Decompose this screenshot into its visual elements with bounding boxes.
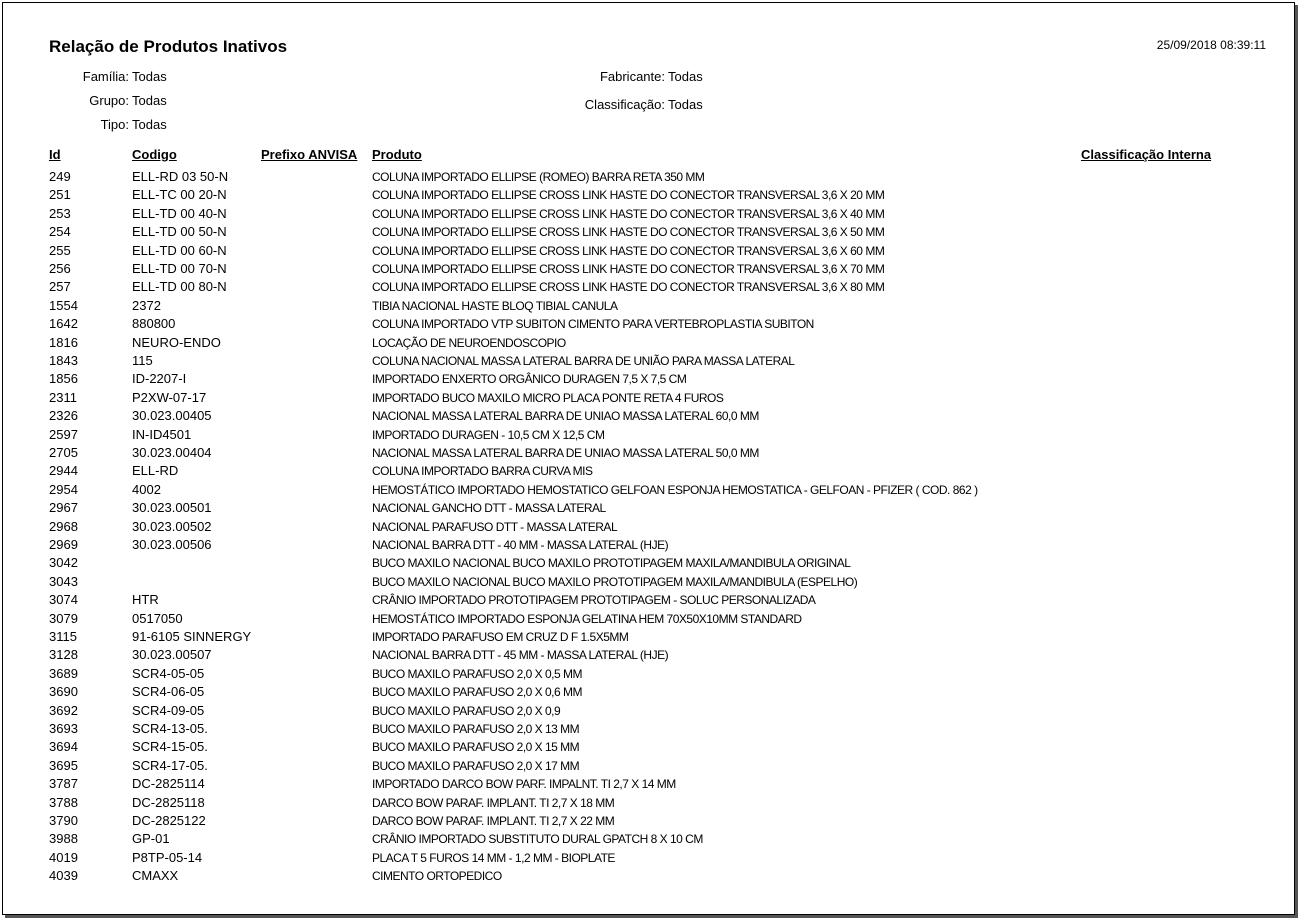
cell-produto: COLUNA IMPORTADO ELLIPSE CROSS LINK HASTE DO CONECTOR TRANSVERSAL 3,6 X 20 MM [372,188,885,203]
cell-produto: COLUNA IMPORTADO ELLIPSE CROSS LINK HASTE DO CONECTOR TRANSVERSAL 3,6 X 40 MM [372,206,885,221]
cell-codigo: SCR4-05-05 [132,665,205,681]
filter-tipo-label: Tipo: [100,117,129,132]
table-row [3,243,1283,261]
cell-codigo: DC-2825114 [132,776,205,792]
cell-codigo: 30.023.00507 [132,647,212,663]
cell-codigo: 30.023.00404 [132,445,212,460]
cell-id: 3074 [49,592,78,608]
cell-id: 3788 [49,794,78,810]
report-page [2,2,1295,915]
table-row [3,427,1283,445]
column-header-produto: Produto [372,147,422,162]
cell-id: 3695 [49,757,78,773]
cell-id: 1554 [49,297,78,313]
cell-produto: HEMOSTÁTICO IMPORTADO HEMOSTATICO GELFOAN ESPONJA HEMOSTATICA - GELFOAN - PFIZER ( COD. 862 ) [372,482,978,497]
cell-produto: IMPORTADO PARAFUSO EM CRUZ D F 1.5X5MM [372,630,629,644]
column-header-classificacao-interna: Classificação Interna [1081,147,1212,162]
cell-id: 254 [49,224,71,240]
cell-produto: BUCO MAXILO PARAFUSO 2,0 X 17 MM [372,758,580,773]
cell-id: 3042 [49,555,78,571]
cell-produto: COLUNA IMPORTADO VTP SUBITON CIMENTO PARA VERTEBROPLASTIA SUBITON [372,317,814,332]
cell-id: 253 [49,205,71,221]
cell-id: 1856 [49,371,78,387]
table-row [3,463,1283,481]
table-row [3,371,1283,389]
cell-codigo: ELL-TD 00 40-N [132,205,227,221]
cell-codigo: DC-2825118 [132,794,205,810]
cell-produto: CRÂNIO IMPORTADO PROTOTIPAGEM PROTOTIPAGEM - SOLUC PERSONALIZADA [372,593,816,608]
cell-id: 1816 [49,334,78,350]
cell-id: 3043 [49,573,78,589]
table-row [3,261,1283,279]
table-row [3,758,1283,776]
table-row [3,868,1283,886]
cell-id: 2326 [49,408,78,424]
table-row [3,721,1283,739]
cell-codigo: ELL-RD 03 50-N [132,169,229,184]
cell-codigo: ELL-TD 00 80-N [132,279,227,295]
table-row [3,335,1283,353]
cell-codigo: ELL-TD 00 60-N [132,242,227,258]
cell-codigo: 30.023.00405 [132,408,212,424]
cell-codigo: ELL-TD 00 70-N [132,261,227,276]
cell-produto: COLUNA IMPORTADO ELLIPSE CROSS LINK HASTE DO CONECTOR TRANSVERSAL 3,6 X 50 MM [372,225,885,240]
filter-tipo-value: Todas [132,117,167,132]
cell-codigo: 880800 [132,316,176,332]
report-title: Relação de Produtos Inativos [49,37,288,56]
cell-codigo: SCR4-13-05. [132,721,208,736]
table-row [3,592,1283,610]
table-row [3,224,1283,242]
cell-codigo: P8TP-05-14 [132,849,203,865]
cell-codigo: SCR4-15-05. [132,739,208,755]
cell-id: 3692 [49,702,78,718]
table-row [3,684,1283,702]
table-row [3,537,1283,555]
cell-produto: DARCO BOW PARAF. IMPLANT. TI 2,7 X 18 MM [372,795,615,810]
table-row [3,703,1283,721]
cell-id: 257 [49,279,71,295]
cell-id: 2705 [49,445,78,460]
table-row [3,647,1283,665]
filter-fabricante-label: Fabricante: [599,69,665,84]
cell-codigo: 30.023.00506 [132,537,212,552]
cell-id: 1843 [49,353,78,368]
filter-familia-label: Família: [82,69,129,84]
cell-produto: LOCAÇÃO DE NEUROENDOSCOPIO [372,335,566,350]
cell-produto: TIBIA NACIONAL HASTE BLOQ TIBIAL CANULA [372,298,618,313]
cell-codigo: P2XW-07-17 [132,389,207,405]
cell-id: 2969 [49,537,78,552]
cell-id: 3988 [49,831,78,847]
cell-id: 3079 [49,610,78,626]
cell-produto: COLUNA IMPORTADO BARRA CURVA MIS [372,464,593,479]
cell-produto: CRÂNIO IMPORTADO SUBSTITUTO DURAL GPATCH 8 X 10 CM [372,832,703,847]
table-row [3,279,1283,297]
report-datetime: 25/09/2018 08:39:11 [1156,38,1266,52]
cell-produto: CIMENTO ORTOPEDICO [372,869,502,884]
table-row [3,739,1283,757]
cell-produto: IMPORTADO ENXERTO ORGÂNICO DURAGEN 7,5 X 7,5 CM [372,372,687,387]
table-row [3,390,1283,408]
cell-id: 2311 [49,389,77,405]
cell-produto: COLUNA IMPORTADO ELLIPSE CROSS LINK HASTE DO CONECTOR TRANSVERSAL 3,6 X 60 MM [372,243,885,258]
cell-produto: PLACA T 5 FUROS 14 MM - 1,2 MM - BIOPLATE [372,850,615,865]
cell-id: 2597 [49,426,78,442]
cell-produto: NACIONAL MASSA LATERAL BARRA DE UNIAO MASSA LATERAL 50,0 MM [372,446,759,460]
cell-codigo: 115 [132,353,153,368]
cell-id: 3790 [49,813,78,828]
cell-produto: BUCO MAXILO PARAFUSO 2,0 X 15 MM [372,740,580,755]
filter-fabricante-value: Todas [668,69,703,84]
cell-produto: NACIONAL BARRA DTT - 45 MM - MASSA LATERAL (HJE) [372,648,669,663]
cell-produto: NACIONAL PARAFUSO DTT - MASSA LATERAL [372,519,618,534]
filter-classificacao-value: Todas [668,97,703,112]
cell-id: 256 [49,261,71,276]
cell-id: 249 [49,169,71,184]
cell-id: 2954 [49,481,78,497]
cell-id: 3128 [49,647,78,663]
table-row [3,169,1283,187]
cell-codigo: 4002 [132,481,161,497]
cell-codigo: ELL-TC 00 20-N [132,187,227,203]
table-row [3,574,1283,592]
cell-id: 3115 [49,629,77,644]
cell-id: 255 [49,242,71,258]
table-row [3,795,1283,813]
cell-produto: BUCO MAXILO NACIONAL BUCO MAXILO PROTOTIPAGEM MAXILA/MANDIBULA (ESPELHO) [372,574,858,589]
cell-id: 1642 [49,316,78,332]
cell-id: 4019 [49,849,78,865]
cell-id: 3694 [49,739,78,755]
cell-id: 3693 [49,721,78,736]
cell-id: 2967 [49,500,78,516]
cell-produto: NACIONAL BARRA DTT - 40 MM - MASSA LATERAL (HJE) [372,538,669,552]
table-row [3,298,1283,316]
cell-produto: BUCO MAXILO PARAFUSO 2,0 X 13 MM [372,722,580,736]
cell-id: 3787 [49,776,78,792]
cell-id: 2968 [49,518,78,534]
cell-id: 2944 [49,463,78,479]
table-row [3,666,1283,684]
cell-codigo: ID-2207-I [132,371,187,387]
table-row [3,500,1283,518]
cell-codigo: GP-01 [132,831,170,847]
table-row [3,611,1283,629]
filter-grupo-value: Todas [132,93,167,108]
table-row [3,629,1283,647]
cell-codigo: 2372 [132,297,161,313]
cell-codigo: CMAXX [132,868,179,884]
cell-id: 4039 [49,868,78,884]
cell-codigo: 91-6105 SINNERGY [132,629,252,644]
table-row [3,206,1283,224]
cell-produto: BUCO MAXILO NACIONAL BUCO MAXILO PROTOTIPAGEM MAXILA/MANDIBULA ORIGINAL [372,556,851,571]
table-row [3,445,1283,463]
cell-id: 3689 [49,665,78,681]
cell-codigo: IN-ID4501 [132,426,192,442]
cell-codigo: 0517050 [132,610,183,626]
cell-produto: BUCO MAXILO PARAFUSO 2,0 X 0,6 MM [372,685,582,700]
table-row [3,831,1283,849]
cell-id: 3690 [49,684,78,700]
table-row [3,850,1283,868]
table-row [3,316,1283,334]
column-header-codigo: Codigo [132,147,177,162]
cell-codigo: NEURO-ENDO [132,334,221,350]
cell-produto: IMPORTADO BUCO MAXILO MICRO PLACA PONTE RETA 4 FUROS [372,390,724,405]
cell-produto: NACIONAL MASSA LATERAL BARRA DE UNIAO MASSA LATERAL 60,0 MM [372,409,759,424]
table-row [3,519,1283,537]
cell-codigo: SCR4-06-05 [132,684,205,700]
cell-produto: BUCO MAXILO PARAFUSO 2,0 X 0,5 MM [372,666,582,681]
filter-grupo-label: Grupo: [89,93,129,108]
cell-produto: HEMOSTÁTICO IMPORTADO ESPONJA GELATINA HEM 70X50X10MM STANDARD [372,611,802,626]
cell-id: 251 [49,187,71,203]
cell-produto: BUCO MAXILO PARAFUSO 2,0 X 0,9 [372,703,561,718]
table-row [3,408,1283,426]
cell-produto: IMPORTADO DARCO BOW PARF. IMPALNT. TI 2,7 X 14 MM [372,777,676,792]
cell-codigo: ELL-TD 00 50-N [132,224,227,240]
cell-codigo: SCR4-09-05 [132,702,205,718]
column-header-prefixo-anvisa: Prefixo ANVISA [261,147,358,162]
table-row [3,353,1283,371]
cell-produto: COLUNA IMPORTADO ELLIPSE CROSS LINK HASTE DO CONECTOR TRANSVERSAL 3,6 X 80 MM [372,280,885,295]
cell-produto: COLUNA IMPORTADO ELLIPSE CROSS LINK HASTE DO CONECTOR TRANSVERSAL 3,6 X 70 MM [372,262,885,276]
table-row [3,555,1283,573]
table-row [3,813,1283,831]
cell-codigo: DC-2825122 [132,813,206,828]
cell-produto: COLUNA IMPORTADO ELLIPSE (ROMEO) BARRA RETA 350 MM [372,170,705,184]
filter-familia-value: Todas [132,69,167,84]
cell-produto: IMPORTADO DURAGEN - 10,5 CM X 12,5 CM [372,427,605,442]
cell-codigo: ELL-RD [132,463,179,479]
cell-codigo: 30.023.00502 [132,518,212,534]
table-row [3,187,1283,205]
cell-codigo: HTR [132,592,159,608]
table-row [3,776,1283,794]
cell-codigo: 30.023.00501 [132,500,212,516]
table-row [3,482,1283,500]
filter-classificacao-label: Classificação: [584,97,665,112]
cell-produto: COLUNA NACIONAL MASSA LATERAL BARRA DE UNIÃO PARA MASSA LATERAL [372,354,795,368]
cell-codigo: SCR4-17-05. [132,757,208,773]
cell-produto: DARCO BOW PARAF. IMPLANT. TI 2,7 X 22 MM [372,814,615,828]
cell-produto: NACIONAL GANCHO DTT - MASSA LATERAL [372,501,606,516]
column-header-id: Id [49,147,61,162]
